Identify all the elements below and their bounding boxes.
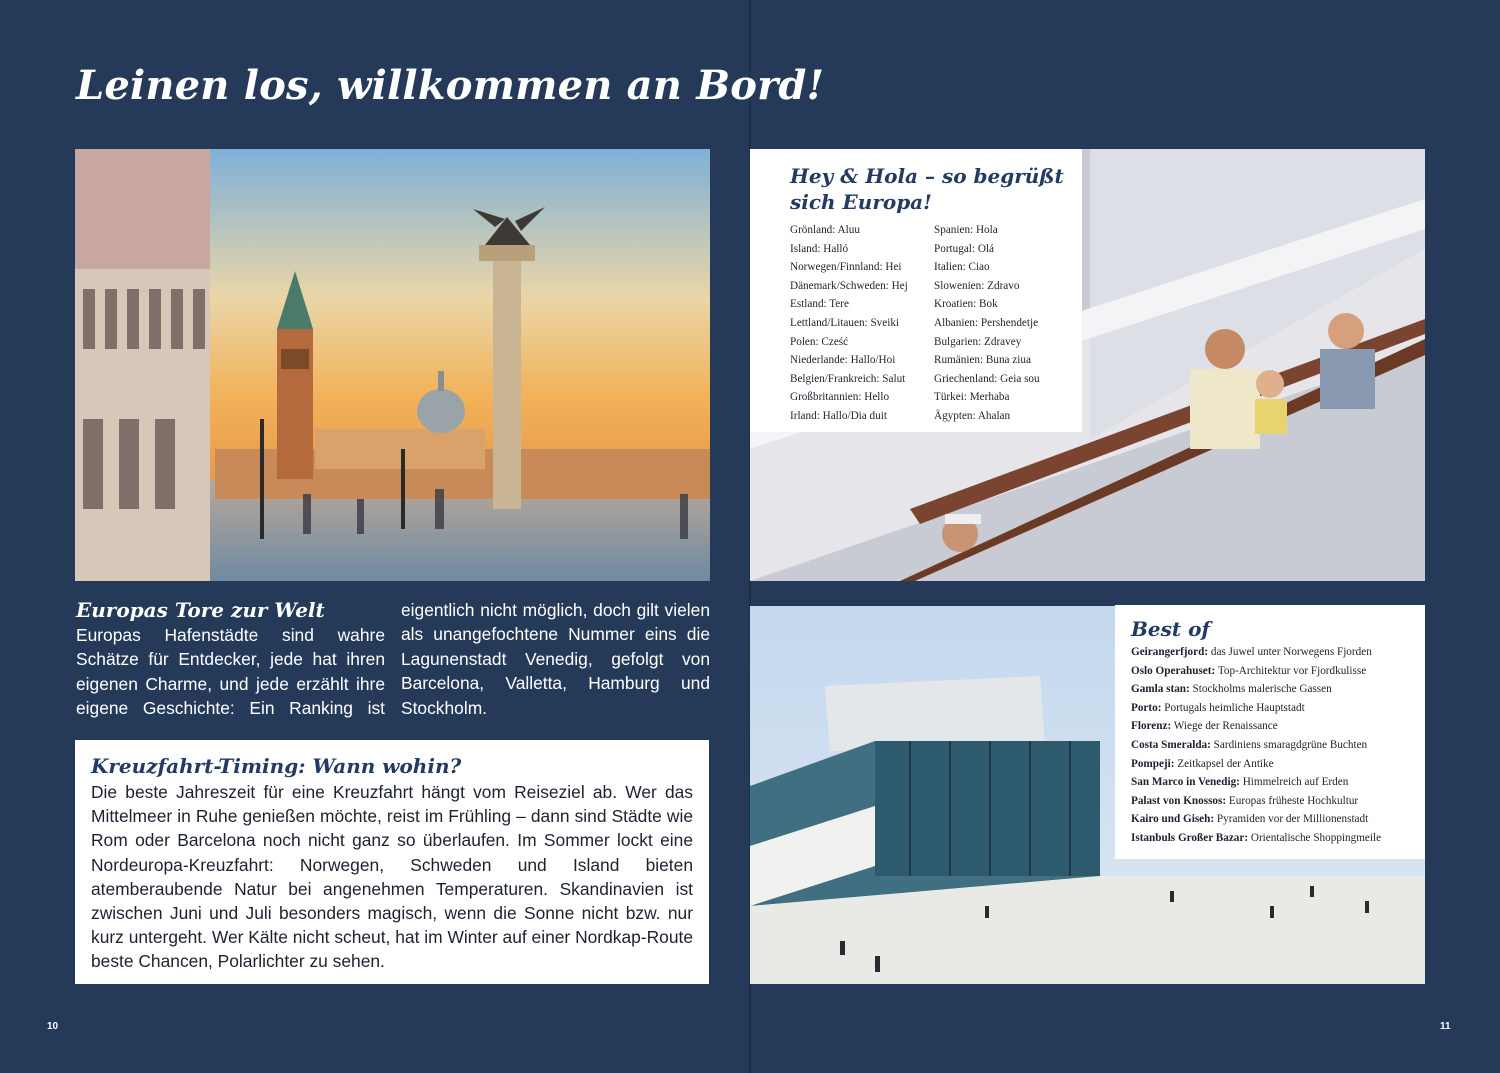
best-of-list <box>1131 643 1417 848</box>
intro-paragraph: Europas Hafenstädte sind wahre Schätze für Entdecker, jede hat ihren eigenen Charme, und jede erzählt ihre eigene Geschichte: Ein Ranking ist eigentlich nicht möglich, doch gilt vielen als unangefochtene Nummer eins die Lagunenstadt Venedig, gefolgt von Barcelona, Valletta, Hamburg und Stockholm. <box>76 600 710 719</box>
greeting-item: Irland: Hallo/Dia duit <box>790 409 887 422</box>
best-of-place: Geirangerfjord: <box>1131 646 1209 658</box>
greeting-item: Dänemark/Schweden: Hej <box>790 279 908 292</box>
greetings-box <box>750 149 1082 432</box>
best-of-desc: Top-Architektur vor Fjordkulisse <box>1217 664 1367 677</box>
greeting-item: Griechenland: Geia sou <box>934 372 1040 385</box>
greeting-item: Spanien: Hola <box>934 224 998 236</box>
greeting-item: Lettland/Litauen: Sveiki <box>790 316 900 329</box>
greeting-item: Ägypten: Ahalan <box>934 409 1011 422</box>
best-of-place: Florenz: <box>1131 720 1172 733</box>
timing-box <box>75 740 709 984</box>
venice-photo <box>75 149 710 581</box>
greeting-item: Polen: Cześć <box>790 335 849 348</box>
best-of-box <box>1115 605 1425 859</box>
best-of-desc: Orientalische Shoppingmeile <box>1250 831 1382 844</box>
greeting-item: Portugal: Olá <box>934 242 994 255</box>
best-of-place: Gamla stan: <box>1131 683 1190 696</box>
greeting-item: Island: Halló <box>790 242 849 255</box>
best-of-desc: das Juwel unter Norwegens Fjorden <box>1210 646 1372 658</box>
best-of-place: Costa Smeralda: <box>1131 738 1211 751</box>
page-number-left: 10 <box>47 1021 59 1032</box>
greeting-item: Estland: Tere <box>790 298 849 311</box>
best-of-desc: Zeitkapsel der Antike <box>1177 757 1274 770</box>
greetings-columns <box>790 221 1070 426</box>
best-of-place: Palast von Knossos: <box>1131 794 1227 807</box>
greetings-list-left <box>790 221 934 426</box>
best-of-desc: Sardiniens smaragdgrüne Buchten <box>1213 738 1368 751</box>
best-of-desc: Pyramiden vor der Millionenstadt <box>1216 813 1369 826</box>
timing-heading: Kreuzfahrt-Timing: Wann wohin? <box>91 754 462 778</box>
greeting-item: Bulgarien: Zdravey <box>934 335 1022 348</box>
best-of-item <box>1131 717 1417 736</box>
best-of-item <box>1131 755 1417 774</box>
best-of-place: Oslo Operahuset: <box>1131 664 1216 677</box>
best-of-place: Porto: <box>1131 701 1162 714</box>
best-of-place: Pompeji: <box>1131 757 1175 770</box>
greeting-item: Norwegen/Finnland: Hei <box>790 261 902 274</box>
best-of-place: Istanbuls Großer Bazar: <box>1131 831 1249 844</box>
timing-paragraph: Die beste Jahreszeit für eine Kreuzfahrt hängt vom Reiseziel ab. Wer das Mittelmeer in Ruhe genießen möchte, reist im Frühling – dann sind Städte wie Rom oder Barcelona noch nicht ganz so überlaufen. Im Sommer lockt eine Nordeuropa-Kreuzfahrt: Norwegen, Schweden und Island bieten atemberaubende Natur bei angenehmen Temperaturen. Skandinavien ist zwischen Juni und Juli besonders magisch, wenn die Sonne nicht bzw. nur kurz untergeht. Wer Kälte nicht scheut, hat im Winter auf einer Nordkap-Route beste Chancen, Polarlichter zu sehen. <box>91 782 693 972</box>
intro-text <box>76 598 710 721</box>
page-number-right: 11 <box>1440 1021 1451 1032</box>
best-of-desc: Stockholms malerische Gassen <box>1192 683 1332 696</box>
greeting-item: Albanien: Pershendetje <box>934 316 1039 329</box>
greeting-item: Italien: Ciao <box>934 261 990 274</box>
greeting-item: Niederlande: Hallo/Hoi <box>790 354 896 367</box>
best-of-desc: Portugals heimliche Hauptstadt <box>1164 701 1305 714</box>
greeting-item: Grönland: Aluu <box>790 224 860 236</box>
greeting-item: Kroatien: Bok <box>934 298 998 311</box>
greetings-list-right <box>934 221 1040 426</box>
greetings-heading: Hey & Hola – so begrüßt sich Europa! <box>790 164 1064 214</box>
best-of-desc: Europas früheste Hochkultur <box>1228 794 1359 807</box>
best-of-item <box>1131 736 1417 755</box>
greeting-item: Großbritannien: Hello <box>790 391 890 404</box>
best-of-place: San Marco in Venedig: <box>1131 776 1240 789</box>
best-of-item <box>1131 829 1417 848</box>
greeting-item: Slowenien: Zdravo <box>934 279 1020 292</box>
best-of-item <box>1131 680 1417 699</box>
intro-heading: Europas Tore zur Welt <box>76 598 325 622</box>
best-of-item <box>1131 662 1417 681</box>
best-of-desc: Wiege der Renaissance <box>1173 720 1278 733</box>
greeting-item: Belgien/Frankreich: Salut <box>790 372 906 385</box>
best-of-item <box>1131 773 1417 792</box>
best-of-item <box>1131 792 1417 811</box>
best-of-desc: Himmelreich auf Erden <box>1242 776 1349 789</box>
best-of-item <box>1131 810 1417 829</box>
best-of-heading: Best of <box>1131 617 1211 641</box>
greeting-item: Rumänien: Buna ziua <box>934 354 1031 367</box>
best-of-item <box>1131 643 1417 662</box>
best-of-item <box>1131 699 1417 718</box>
best-of-place: Kairo und Giseh: <box>1131 813 1215 826</box>
greeting-item: Türkei: Merhaba <box>934 391 1010 404</box>
page-title: Leinen los, willkommen an Bord! <box>76 62 825 109</box>
